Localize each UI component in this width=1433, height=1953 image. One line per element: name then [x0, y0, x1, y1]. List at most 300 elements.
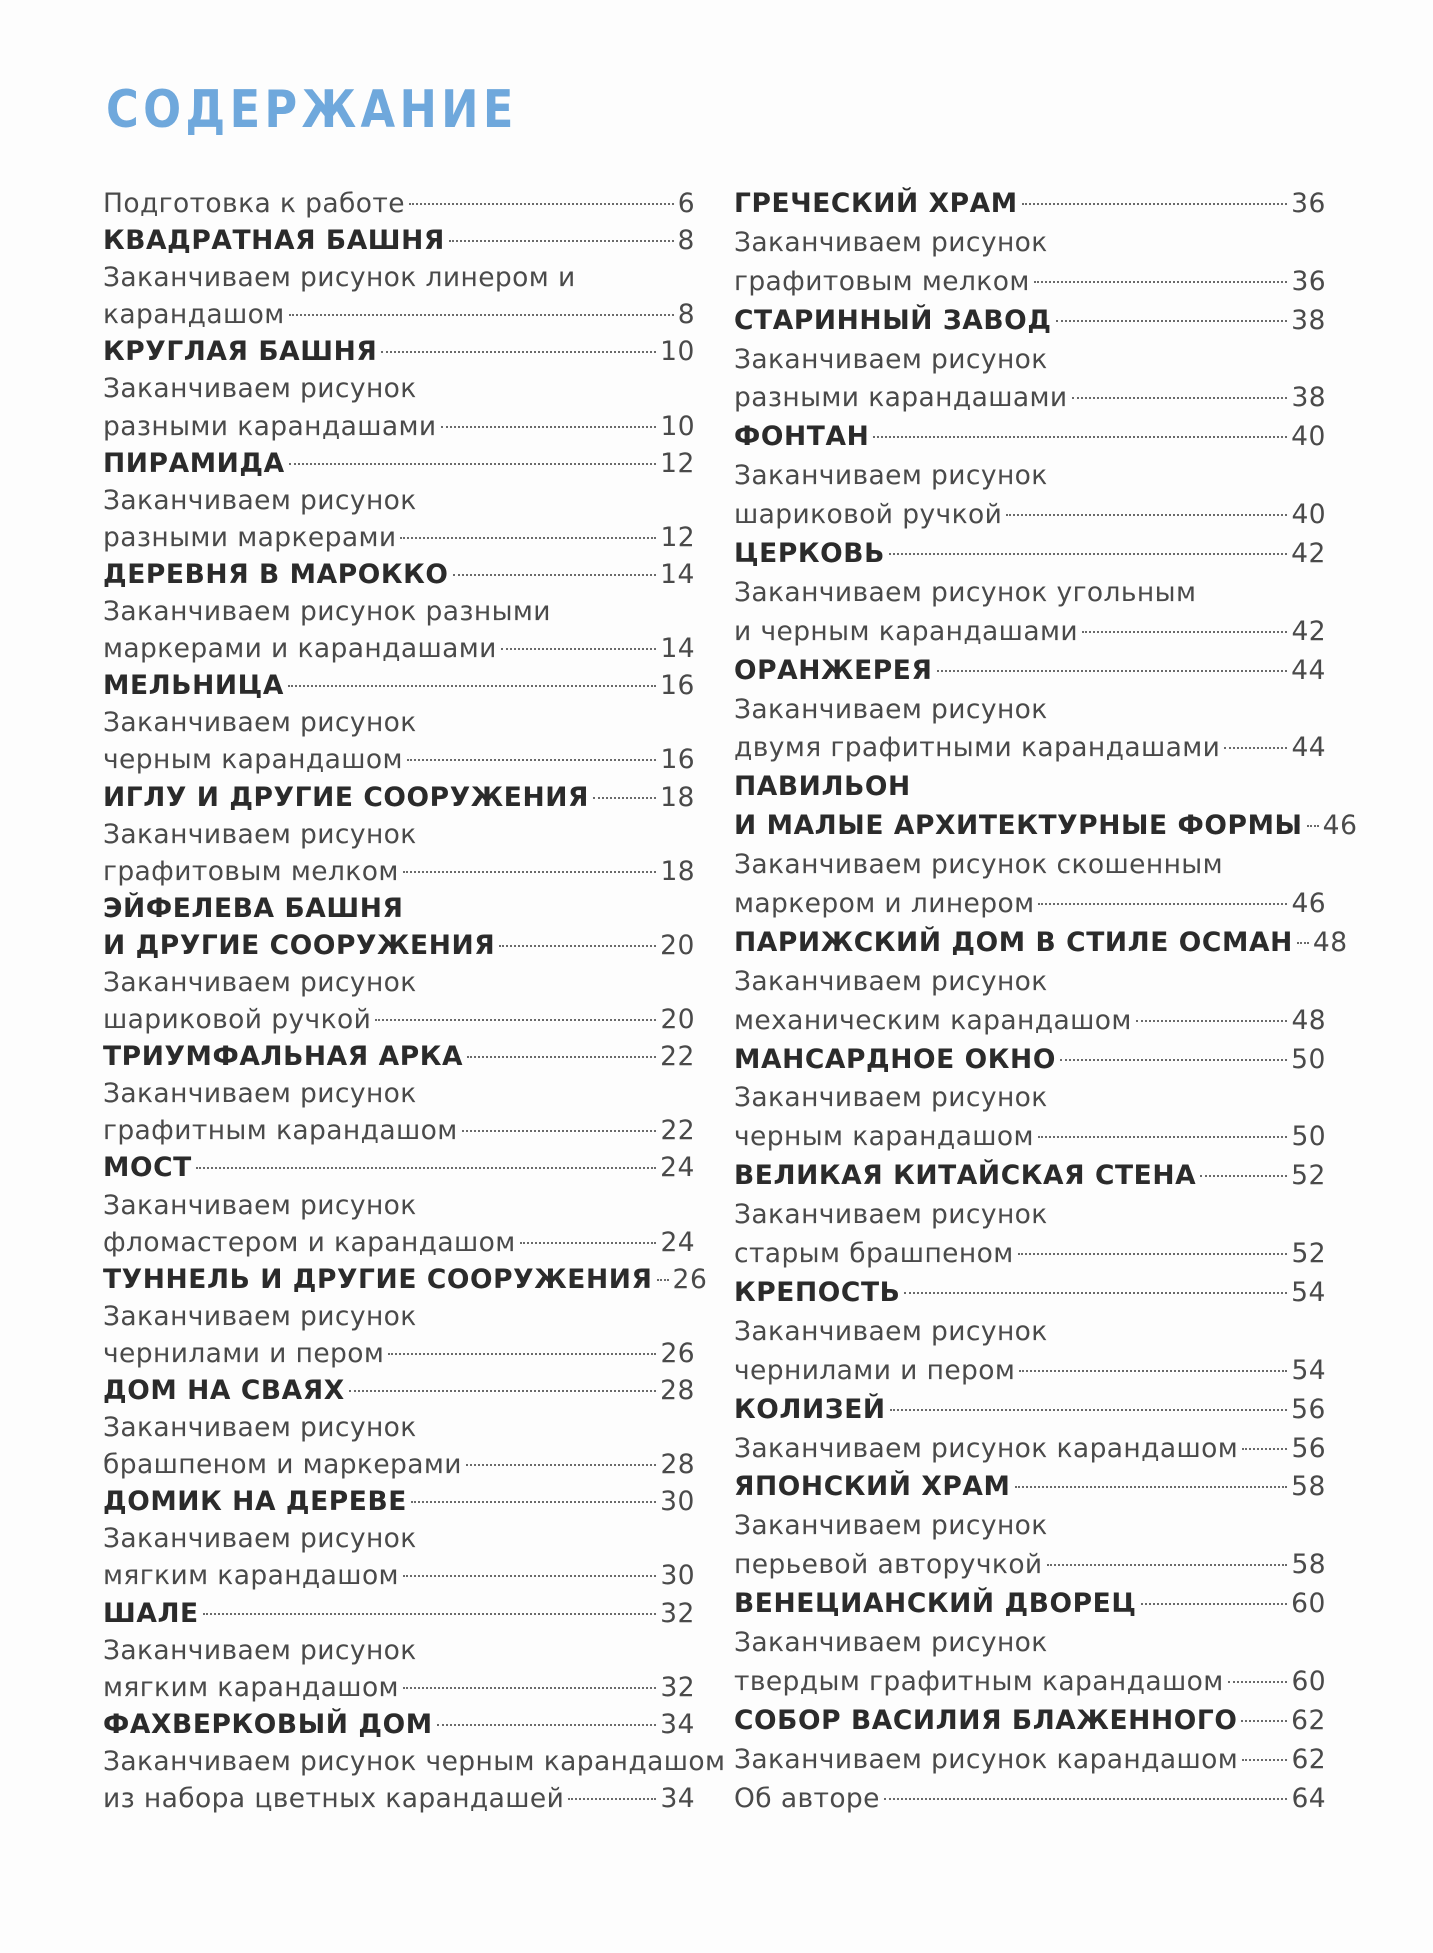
dot-leader [388, 1353, 656, 1355]
page-number: 40 [1291, 421, 1326, 453]
entry-text: Заканчиваем рисунок [734, 1199, 1048, 1231]
dot-leader [1015, 1486, 1288, 1488]
toc-line [103, 1409, 695, 1446]
entry-text: мягким карандашом [103, 1560, 399, 1592]
chapter-title: СТАРИННЫЙ ЗАВОД [734, 304, 1052, 336]
toc-subentry [103, 704, 695, 778]
page-number: 50 [1291, 1121, 1326, 1153]
toc-line [734, 379, 1326, 418]
toc-subentry [734, 1780, 1326, 1819]
dot-leader [1307, 825, 1319, 827]
dot-leader [937, 670, 1288, 672]
toc-column-right [734, 185, 1358, 1818]
toc-line [734, 1235, 1326, 1274]
page-number: 38 [1291, 304, 1326, 336]
entry-text: Подготовка к работе [103, 188, 405, 219]
dot-leader [403, 871, 657, 873]
page-number: 10 [660, 336, 695, 368]
toc-line [734, 1546, 1326, 1585]
entry-text: Заканчиваем рисунок [734, 1082, 1048, 1114]
entry-text: Заканчиваем рисунок карандашом [734, 1743, 1239, 1775]
page-number: 48 [1312, 926, 1348, 958]
toc-line [103, 519, 695, 556]
page-number: 24 [660, 1152, 695, 1184]
dot-leader [1006, 514, 1287, 516]
entry-text: маркерами и карандашами [103, 633, 497, 665]
page-number: 56 [1291, 1432, 1326, 1464]
dot-leader [1047, 1564, 1288, 1566]
dot-leader [1018, 1253, 1288, 1255]
toc-line [734, 691, 1326, 730]
toc-line [103, 1780, 695, 1817]
page-number: 18 [660, 781, 695, 813]
toc-line [103, 779, 695, 816]
toc-subentry [103, 1075, 695, 1149]
entry-text: Заканчиваем рисунок [103, 1189, 417, 1221]
dot-leader [1082, 631, 1287, 633]
entry-text: мягким карандашом [103, 1671, 399, 1703]
chapter-title: ЦЕРКОВЬ [734, 538, 885, 570]
toc-line [103, 1075, 695, 1112]
toc-subentry [103, 816, 695, 890]
chapter-title: ГРЕЧЕСКИЙ ХРАМ [734, 188, 1018, 219]
toc-line [103, 741, 695, 778]
page-number: 56 [1291, 1393, 1326, 1425]
toc-line [103, 1706, 695, 1743]
toc-subentry [734, 1430, 1326, 1469]
toc-chapter-entry [103, 890, 695, 964]
toc-line [734, 963, 1326, 1002]
dot-leader [889, 553, 1287, 555]
page-number: 42 [1291, 538, 1326, 570]
toc-chapter-entry [103, 556, 695, 593]
toc-chapter-entry [734, 1041, 1326, 1080]
toc-line [734, 263, 1326, 302]
toc-subentry [103, 964, 695, 1038]
toc-subentry [103, 1632, 695, 1706]
entry-text: перьевой авторучкой [734, 1549, 1043, 1581]
dot-leader [568, 1798, 656, 1800]
chapter-title: ЯПОНСКИЙ ХРАМ [734, 1471, 1011, 1503]
entry-text: механическим карандашом [734, 1004, 1132, 1036]
toc-chapter-entry [103, 333, 695, 370]
toc-line [734, 535, 1326, 574]
toc-chapter-entry [103, 445, 695, 482]
toc-line [734, 1352, 1326, 1391]
page-number: 32 [660, 1597, 695, 1629]
page-number: 36 [1291, 188, 1326, 219]
entry-text: черным карандашом [734, 1121, 1034, 1153]
toc-subentry [103, 259, 695, 333]
toc-line [734, 1157, 1326, 1196]
chapter-title: ШАЛЕ [103, 1597, 199, 1629]
toc-line [734, 185, 1326, 224]
toc-line [103, 667, 695, 704]
page-number: 8 [677, 225, 695, 257]
page-number: 18 [660, 855, 695, 887]
page-number: 20 [660, 929, 695, 961]
entry-text: Заканчиваем рисунок [103, 1634, 417, 1666]
toc-line [103, 1001, 695, 1038]
dot-leader [1297, 942, 1309, 944]
chapter-title: СОБОР ВАСИЛИЯ БЛАЖЕННОГО [734, 1704, 1238, 1736]
page-number: 12 [660, 447, 695, 479]
chapter-title: ВЕНЕЦИАНСКИЙ ДВОРЕЦ [734, 1588, 1137, 1620]
page-number: 60 [1291, 1665, 1326, 1697]
toc-chapter-entry [734, 924, 1348, 963]
toc-line [103, 1298, 695, 1335]
entry-text: Заканчиваем рисунок [734, 1626, 1048, 1658]
toc-subentry [103, 482, 695, 556]
chapter-title: МЕЛЬНИЦА [103, 670, 284, 702]
toc-line [103, 556, 695, 593]
dot-leader [289, 314, 674, 316]
page-number: 14 [660, 633, 695, 665]
page-number: 44 [1291, 654, 1326, 686]
toc-chapter-entry [103, 667, 695, 704]
chapter-title: ПАРИЖСКИЙ ДОМ В СТИЛЕ ОСМАН [734, 926, 1293, 958]
toc-subentry [734, 1079, 1326, 1157]
entry-text: двумя графитными карандашами [734, 732, 1221, 764]
entry-text: Заканчиваем рисунок угольным [734, 576, 1197, 608]
toc-line [734, 496, 1326, 535]
page-number: 34 [660, 1783, 695, 1815]
chapter-title: ИГЛУ И ДРУГИЕ СООРУЖЕНИЯ [103, 781, 590, 813]
dot-leader [289, 463, 656, 465]
dot-leader [1141, 1603, 1288, 1605]
page-number: 26 [672, 1263, 708, 1295]
toc-line [734, 807, 1358, 846]
entry-text: графитовым мелком [103, 855, 399, 887]
page-number: 30 [660, 1560, 695, 1592]
toc-line [734, 1430, 1326, 1469]
toc-line [734, 1041, 1326, 1080]
dot-leader [499, 945, 656, 947]
toc-subentry [734, 341, 1326, 419]
toc-line [734, 1507, 1326, 1546]
dot-leader [593, 797, 656, 799]
toc-line [103, 1224, 695, 1261]
page-number: 60 [1291, 1588, 1326, 1620]
entry-text: разными карандашами [734, 382, 1068, 414]
chapter-title: ФАХВЕРКОВЫЙ ДОМ [103, 1708, 433, 1740]
entry-text: Заканчиваем рисунок разными [103, 596, 551, 628]
dot-leader [1056, 320, 1288, 322]
toc-line [103, 1335, 695, 1372]
toc-subentry [103, 1298, 695, 1372]
toc-line [103, 482, 695, 519]
dot-leader [904, 1292, 1287, 1294]
chapter-title: ЭЙФЕЛЕВА БАШНЯ [103, 892, 404, 924]
toc-chapter-entry [734, 1157, 1326, 1196]
toc-line [734, 1468, 1326, 1507]
page-number: 10 [660, 410, 695, 442]
page-number: 20 [660, 1004, 695, 1036]
toc-line [103, 890, 695, 927]
dot-leader [1224, 747, 1287, 749]
toc-line [103, 1038, 695, 1075]
entry-text: шариковой ручкой [103, 1004, 372, 1036]
toc-chapter-entry [734, 418, 1326, 457]
chapter-title: ФОНТАН [734, 421, 870, 453]
dot-leader [462, 1130, 657, 1132]
chapter-title: КВАДРАТНАЯ БАШНЯ [103, 225, 445, 257]
entry-text: Заканчиваем рисунок [734, 460, 1048, 492]
dot-leader [441, 426, 657, 428]
entry-text: твердым графитным карандашом [734, 1665, 1224, 1697]
dot-leader [1038, 903, 1287, 905]
dot-leader [409, 203, 674, 205]
toc-chapter-entry [734, 535, 1326, 574]
chapter-title: ДОМИК НА ДЕРЕВЕ [103, 1486, 408, 1518]
toc-chapter-entry [734, 1391, 1326, 1430]
toc-line [734, 652, 1326, 691]
toc-line [734, 574, 1326, 613]
toc-line [103, 964, 695, 1001]
toc-line [734, 1002, 1326, 1041]
page-number: 28 [660, 1449, 695, 1481]
page-number: 6 [677, 188, 695, 219]
dot-leader [449, 240, 674, 242]
toc-line [734, 1391, 1326, 1430]
toc-line [103, 1372, 695, 1409]
toc-chapter-entry [734, 768, 1358, 846]
page-number: 52 [1291, 1160, 1326, 1192]
dot-leader [403, 1575, 657, 1577]
toc-line [103, 630, 695, 667]
entry-text: Заканчиваем рисунок [103, 373, 417, 405]
chapter-title: И МАЛЫЕ АРХИТЕКТУРНЫЕ ФОРМЫ [734, 810, 1303, 842]
toc-line [734, 613, 1326, 652]
toc-line [103, 445, 695, 482]
chapter-title: ПИРАМИДА [103, 447, 285, 479]
page-title: СОДЕРЖАНИЕ [106, 80, 518, 140]
page-number: 62 [1291, 1743, 1326, 1775]
toc-line [734, 924, 1348, 963]
toc-line [734, 1702, 1326, 1741]
entry-text: Заканчиваем рисунок [103, 1523, 417, 1555]
entry-text: Заканчиваем рисунок [734, 226, 1048, 258]
page-number: 38 [1291, 382, 1326, 414]
chapter-title: МОСТ [103, 1152, 192, 1184]
toc-line [734, 1313, 1326, 1352]
toc-line [103, 1743, 726, 1780]
toc-chapter-entry [734, 1274, 1326, 1313]
page-number: 12 [660, 521, 695, 553]
chapter-title: ТРИУМФАЛЬНАЯ АРКА [103, 1041, 464, 1073]
toc-line [103, 704, 695, 741]
dot-leader [1200, 1175, 1287, 1177]
page-number: 22 [660, 1115, 695, 1147]
toc-subentry [734, 224, 1326, 302]
entry-text: Заканчиваем рисунок [734, 343, 1048, 375]
page-number: 50 [1291, 1043, 1326, 1075]
toc-subentry [734, 846, 1326, 924]
toc-line [734, 885, 1326, 924]
toc-line [103, 853, 695, 890]
page-number: 14 [660, 558, 695, 590]
toc-chapter-entry [103, 1595, 695, 1632]
dot-leader [453, 574, 657, 576]
dot-leader [403, 1687, 657, 1689]
dot-leader [884, 1798, 1288, 1800]
entry-text: графитным карандашом [103, 1115, 458, 1147]
toc-line [734, 1079, 1326, 1118]
toc-line [734, 1624, 1326, 1663]
dot-leader [375, 1019, 656, 1021]
page-number: 28 [660, 1375, 695, 1406]
toc-subentry [103, 1409, 695, 1483]
toc-subentry [103, 1743, 726, 1817]
entry-text: Заканчиваем рисунок [103, 1300, 417, 1332]
toc-subentry [103, 1520, 695, 1594]
entry-text: старым брашпеном [734, 1238, 1014, 1270]
toc-chapter-entry [103, 222, 695, 259]
chapter-title: КРУГЛАЯ БАШНЯ [103, 336, 378, 368]
page-number: 34 [660, 1708, 695, 1740]
dot-leader [501, 648, 657, 650]
toc-line [103, 593, 695, 630]
toc-subentry [734, 1313, 1326, 1391]
dot-leader [467, 1056, 656, 1058]
chapter-title: ПАВИЛЬОН [734, 771, 911, 803]
toc-subentry [734, 574, 1326, 652]
entry-text: Заканчиваем рисунок линером и [103, 262, 576, 294]
entry-text: карандашом [103, 299, 285, 331]
entry-text: Заканчиваем рисунок черным карандашом [103, 1745, 726, 1777]
dot-leader [1136, 1020, 1288, 1022]
entry-text: брашпеном и маркерами [103, 1449, 462, 1481]
toc-chapter-entry [103, 1261, 708, 1298]
dot-leader [1060, 1059, 1287, 1061]
page-number: 44 [1291, 732, 1326, 764]
toc-line [103, 1187, 695, 1224]
toc-line [734, 457, 1326, 496]
toc-line [734, 1585, 1326, 1624]
chapter-title: ОРАНЖЕРЕЯ [734, 654, 933, 686]
toc-line [734, 1741, 1326, 1780]
page-number: 58 [1291, 1549, 1326, 1581]
toc-subentry [103, 370, 695, 444]
entry-text: из набора цветных карандашей [103, 1783, 565, 1815]
toc-chapter-entry [103, 1372, 695, 1409]
toc-line [103, 333, 695, 370]
toc-chapter-entry [103, 1706, 695, 1743]
entry-text: Об авторе [734, 1782, 880, 1814]
dot-leader [1242, 1448, 1287, 1450]
dot-leader [437, 1724, 656, 1726]
dot-leader [400, 537, 656, 539]
chapter-title: И ДРУГИЕ СООРУЖЕНИЯ [103, 929, 496, 961]
page-number: 26 [660, 1337, 695, 1369]
page-number: 24 [660, 1226, 695, 1258]
toc-line [734, 302, 1326, 341]
toc-line [734, 341, 1326, 380]
entry-text: Заканчиваем рисунок [103, 484, 417, 516]
dot-leader [890, 1409, 1287, 1411]
page-number: 58 [1291, 1471, 1326, 1503]
entry-text: Заканчиваем рисунок [734, 965, 1048, 997]
dot-leader [349, 1390, 656, 1392]
dot-leader [657, 1279, 669, 1281]
toc-line [734, 846, 1326, 885]
toc-line [103, 1483, 695, 1520]
entry-text: разными маркерами [103, 521, 397, 553]
page-number: 62 [1291, 1704, 1326, 1736]
toc-chapter-entry [734, 1468, 1326, 1507]
toc-line [734, 224, 1326, 263]
chapter-title: ДЕРЕВНЯ В МАРОККО [103, 558, 449, 590]
page-number: 40 [1291, 499, 1326, 531]
toc-line [103, 408, 695, 445]
page-number: 42 [1291, 615, 1326, 647]
toc-line [103, 185, 695, 222]
dot-leader [288, 685, 656, 687]
dot-leader [520, 1242, 657, 1244]
toc-line [103, 1632, 695, 1669]
dot-leader [1072, 397, 1288, 399]
entry-text: черным карандашом [103, 744, 403, 776]
chapter-title: КОЛИЗЕЙ [734, 1393, 886, 1425]
toc-chapter-entry [734, 1585, 1326, 1624]
dot-leader [873, 436, 1287, 438]
toc-subentry [103, 1187, 695, 1261]
entry-text: Заканчиваем рисунок скошенным [734, 849, 1224, 881]
chapter-title: ВЕЛИКАЯ КИТАЙСКАЯ СТЕНА [734, 1160, 1197, 1192]
entry-text: чернилами и пером [734, 1354, 1016, 1386]
entry-text: маркером и линером [734, 888, 1035, 920]
toc-line [103, 259, 695, 296]
page-number: 48 [1291, 1004, 1326, 1036]
page-number: 54 [1291, 1354, 1326, 1386]
toc-line [734, 1118, 1326, 1157]
dot-leader [1022, 203, 1287, 205]
dot-leader [1228, 1681, 1288, 1683]
toc-line [103, 1446, 695, 1483]
dot-leader [381, 351, 656, 353]
toc-line [103, 1669, 695, 1706]
toc-subentry [734, 1507, 1326, 1585]
toc-subentry [103, 593, 695, 667]
entry-text: Заканчиваем рисунок [103, 818, 417, 850]
entry-text: Заканчиваем рисунок [734, 1315, 1048, 1347]
page-number: 52 [1291, 1238, 1326, 1270]
toc-line [103, 1595, 695, 1632]
entry-text: Заканчиваем рисунок [734, 1510, 1048, 1542]
dot-leader [1241, 1720, 1287, 1722]
toc-line [103, 1149, 695, 1186]
page-number: 16 [660, 744, 695, 776]
toc-line [734, 418, 1326, 457]
toc-subentry [734, 1741, 1326, 1780]
entry-text: графитовым мелком [734, 265, 1030, 297]
page-number: 16 [660, 670, 695, 702]
chapter-title: МАНСАРДНОЕ ОКНО [734, 1043, 1056, 1075]
toc-line [734, 1274, 1326, 1313]
toc-chapter-entry [103, 1038, 695, 1075]
dot-leader [203, 1613, 656, 1615]
dot-leader [411, 1501, 656, 1503]
dot-leader [466, 1464, 657, 1466]
toc-line [103, 1557, 695, 1594]
toc-column-left [103, 185, 726, 1817]
toc-chapter-entry [734, 302, 1326, 341]
toc-line [734, 768, 1326, 807]
toc-line [103, 370, 695, 407]
page-number: 8 [677, 299, 695, 331]
dot-leader [1038, 1136, 1288, 1138]
toc-line [734, 1780, 1326, 1819]
